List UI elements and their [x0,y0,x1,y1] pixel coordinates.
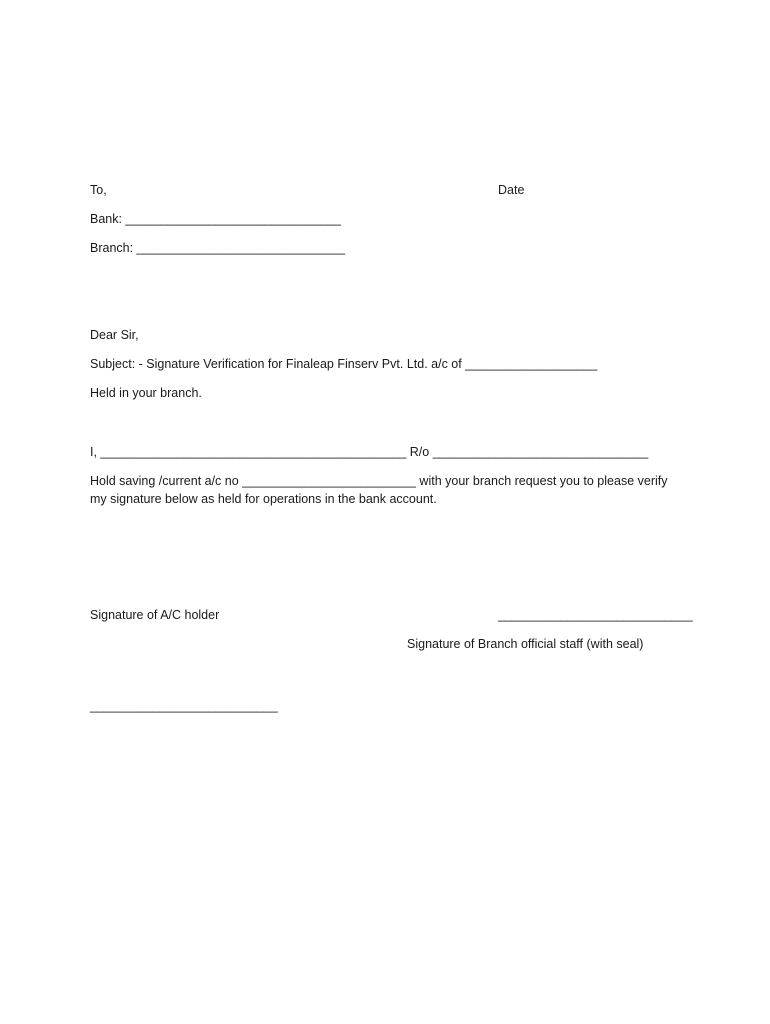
salutation: Dear Sir, [90,328,139,342]
body-text-line-1: Hold saving /current a/c no _________________________ with your branch request you to please verify [90,474,668,488]
recipient-heading: To, [90,183,107,197]
bank-field: Bank: _______________________________ [90,212,341,226]
holder-signature-label: Signature of A/C holder [90,608,220,622]
declaration-line: I, ____________________________________________ R/o _______________________________ [90,445,649,459]
official-signature-line: ____________________________ [498,608,693,622]
body-text-line-2: my signature below as held for operations in the bank account. [90,492,437,506]
holder-signature-line: ___________________________ [90,699,278,713]
official-signature-label: Signature of Branch official staff (with seal) [407,637,644,651]
subject-line: Subject: - Signature Verification for Finaleap Finserv Pvt. Ltd. a/c of ___________________ [90,357,598,371]
date-label: Date [498,183,525,197]
branch-field: Branch: ______________________________ [90,241,346,255]
held-in-branch-text: Held in your branch. [90,386,202,400]
